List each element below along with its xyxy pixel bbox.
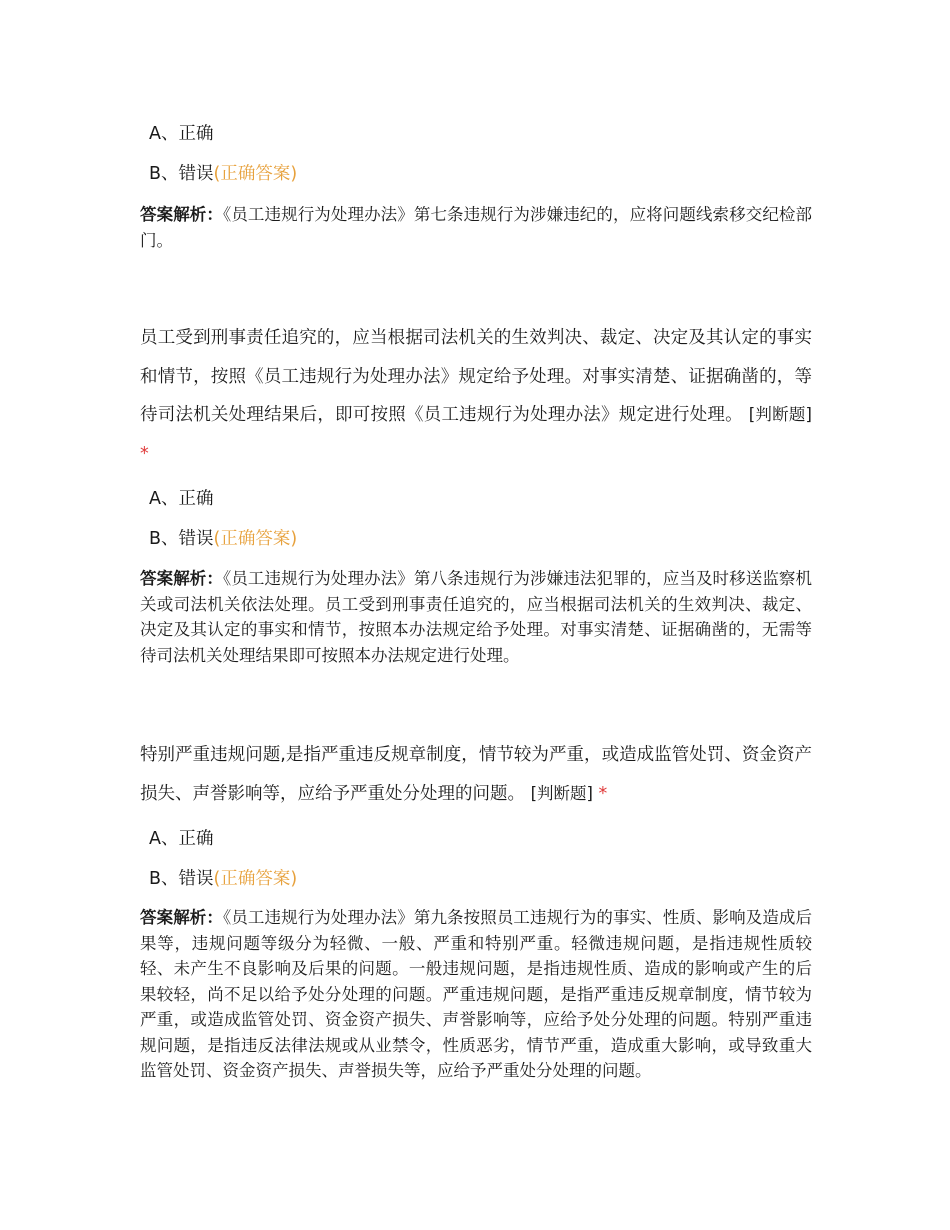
answer-analysis [140,202,812,253]
option-a: A、正确 [149,124,214,144]
correct-answer-tag: (正确答案) [213,164,298,184]
analysis-label: 答案解析： [140,569,223,588]
required-mark: * [598,783,608,804]
answer-analysis [140,566,812,668]
question-type: [判断题] [748,405,812,424]
question-type: [判断题] [530,783,593,803]
option-b-label: B、错误 [149,869,214,889]
question-body: 员工受到刑事责任追究的，应当根据司法机关的生效判决、裁定、决定及其认定的事实和情节，按照《员工违规行为处理办法》规定给予处理。对事实清楚、证据确凿的，等待司法机关处理结果后，即可按照《员工违规行为处理办法》规定进行处理。 [140,328,812,425]
required-mark: * [140,443,149,464]
question-body: 特别严重违规问题,是指严重违反规章制度，情节较为严重，或造成监管处罚、资金资产损失、声誉影响等，应给予严重处分处理的问题。 [140,745,812,804]
answer-analysis [140,905,812,1084]
question-text [140,736,812,813]
option-b [149,527,297,551]
correct-answer-tag: (正确答案) [213,529,298,549]
question-text [140,319,812,473]
option-b [149,867,297,891]
analysis-text: 《员工违规行为处理办法》第七条违规行为涉嫌违纪的，应将问题线索移交纪检部门。 [140,205,812,250]
option-a: A、正确 [149,489,214,509]
option-b [149,162,297,186]
option-b-label: B、错误 [149,164,214,184]
correct-answer-tag: (正确答案) [213,869,298,889]
analysis-text: 《员工违规行为处理办法》第九条按照员工违规行为的事实、性质、影响及造成后果等，违规问题等级分为轻微、一般、严重和特别严重。轻微违规问题，是指违规性质较轻、未产生不良影响及后果的问题。一般违规问题，是指违规性质、造成的影响或产生的后果较轻，尚不足以给予处分处理的问题。严重违规问题，是指严重违反规章制度，情节较为严重，或造成监管处罚、资金资产损失、声誉影响等，应给予处分处理的问题。特别严重违规问题，是指违反法律法规或从业禁令，性质恶劣，情节严重，造成重大影响，或导致重大监管处罚、资金资产损失、声誉损失等，应给予严重处分处理的问题。 [140,908,812,1080]
analysis-label: 答案解析： [140,205,223,224]
option-a: A、正确 [149,829,214,849]
option-b-label: B、错误 [149,529,214,549]
analysis-label: 答案解析： [140,908,223,927]
analysis-text: 《员工违规行为处理办法》第八条违规行为涉嫌违法犯罪的，应当及时移送监察机关或司法机关依法处理。员工受到刑事责任追究的，应当根据司法机关的生效判决、裁定、决定及其认定的事实和情节，按照本办法规定给予处理。对事实清楚、证据确凿的，无需等待司法机关处理结果即可按照本办法规定进行处理。 [140,569,812,665]
